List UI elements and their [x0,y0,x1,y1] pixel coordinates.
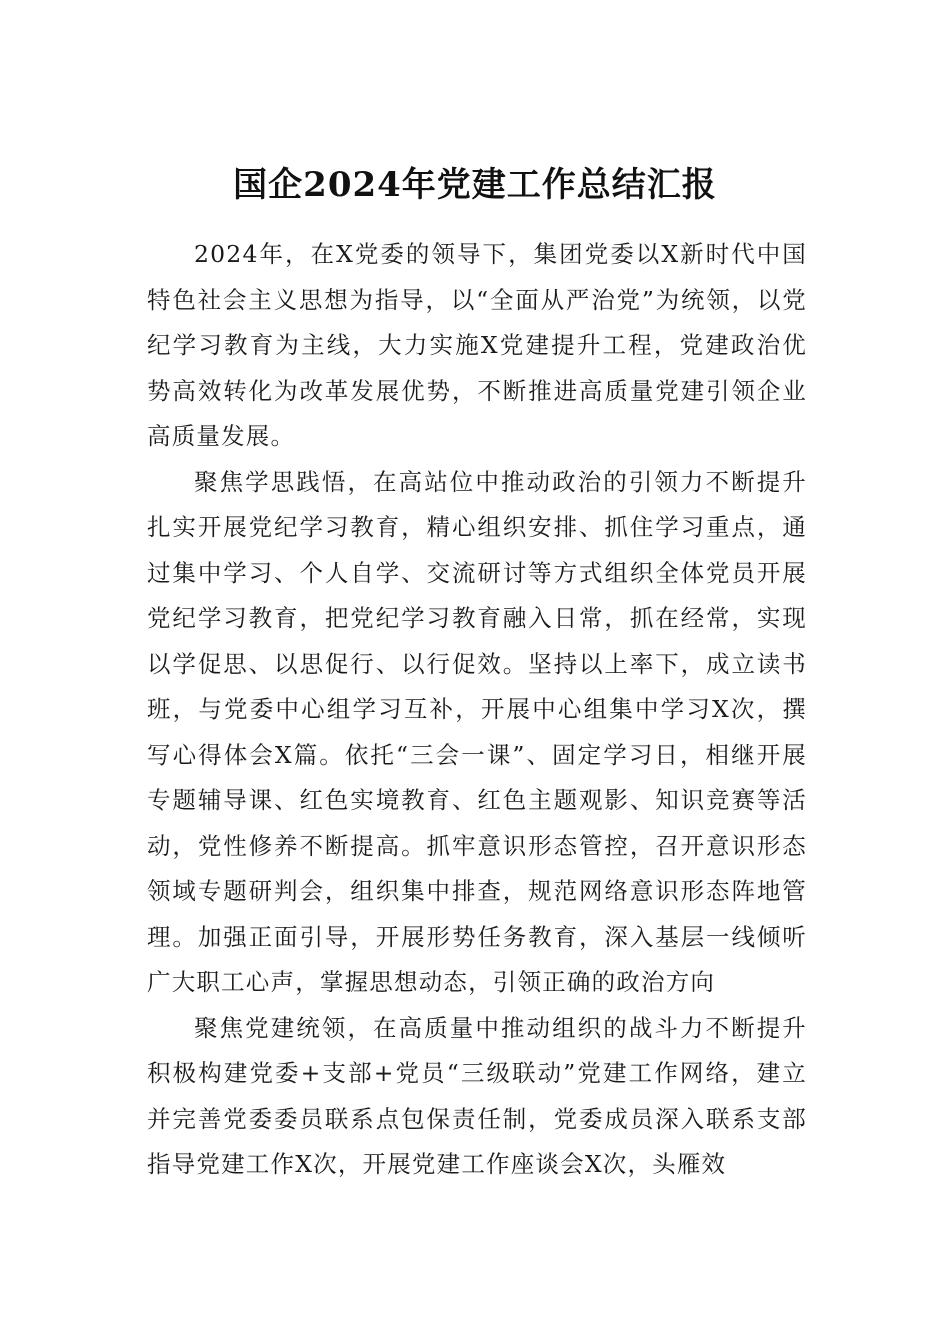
paragraph-intro: 2024年，在X党委的领导下，集团党委以X新时代中国特色社会主义思想为指导，以“全面从严治党”为统领，以党纪学习教育为主线，大力实施X党建提升工程，党建政治优势高效转化为改革发展优势，不断推进高质量党建引领企业高质量发展。 [147,240,807,450]
document-title: 国企2024年党建工作总结汇报 [233,165,717,205]
paragraph-party-building: 聚焦党建统领，在高质量中推动组织的战斗力不断提升积极构建党委+支部+党员“三级联动”党建工作网络，建立并完善党委委员联系点包保责任制，党委成员深入联系支部指导党建工作X次，开展党建工作座谈会X次，头雁效 [147,1013,807,1178]
document-body [147,232,807,1188]
paragraph-political-leadership: 聚焦学思践悟，在高站位中推动政治的引领力不断提升扎实开展党纪学习教育，精心组织安排、抓住学习重点，通过集中学习、个人自学、交流研讨等方式组织全体党员开展党纪学习教育，把党纪学习教育融入日常，抓在经常，实现以学促思、以思促行、以行促效。坚持以上率下，成立读书班，与党委中心组学习互补，开展中心组集中学习X次，撰写心得体会X篇。依托“三会一课”、固定学习日，相继开展专题辅导课、红色实境教育、红色主题观影、知识竞赛等活动，党性修养不断提高。抓牢意识形态管控，召开意识形态领域专题研判会，组织集中排查，规范网络意识形态阵地管理。加强正面引导，开展形势任务教育，深入基层一线倾听广大职工心声，掌握思想动态，引领正确的政治方向 [147,467,807,996]
